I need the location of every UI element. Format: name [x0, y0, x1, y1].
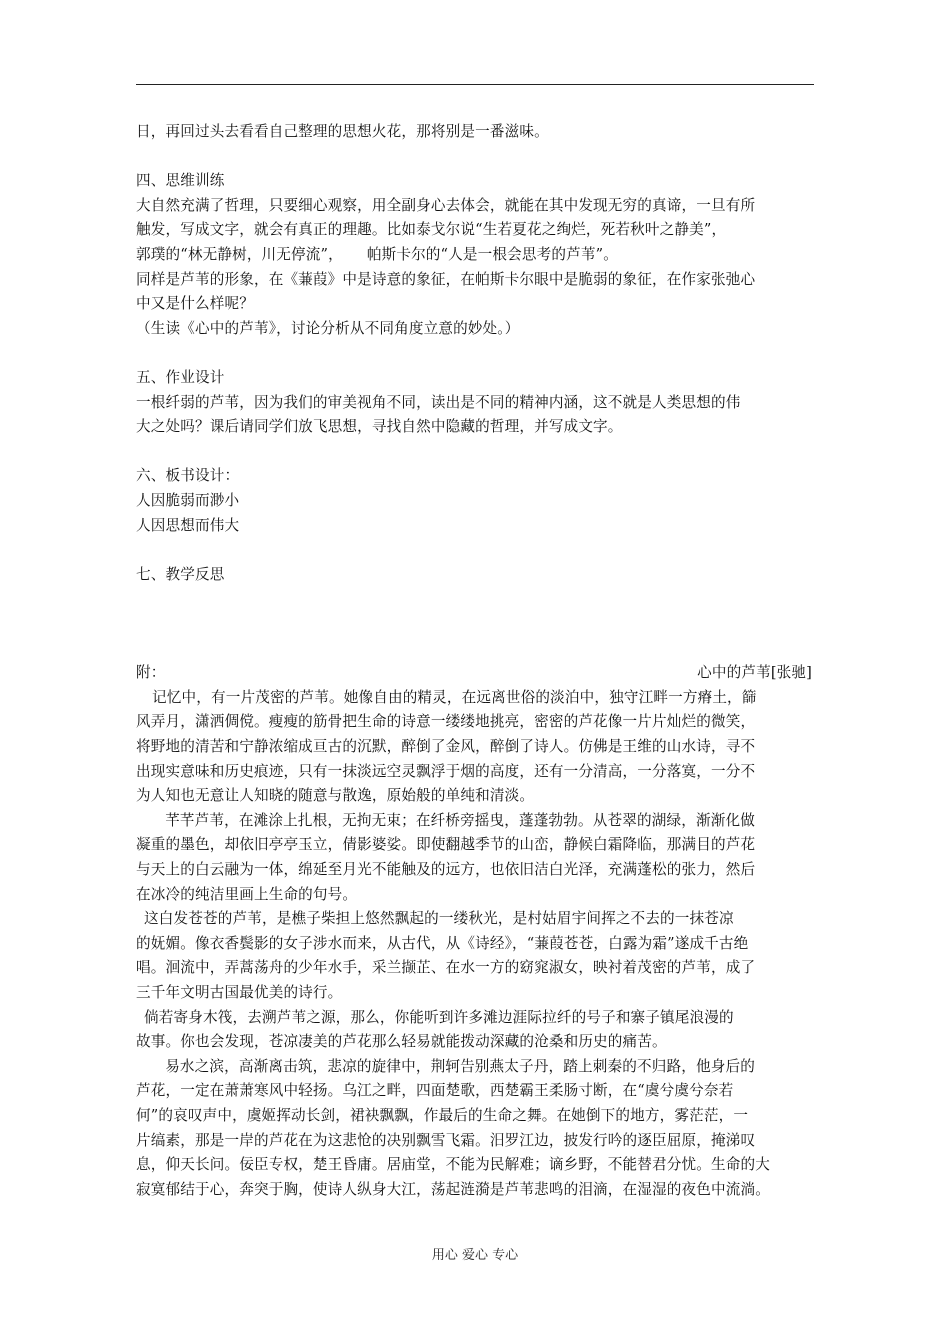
essay-line: 芊芊芦苇，在滩涂上扎根，无拘无束；在纤桥旁摇曳，蓬蓬勃勃。从苍翠的湖绿，渐渐化做	[165, 811, 755, 829]
page-footer: 用心 爱心 专心	[431, 1248, 519, 1263]
essay-line: 寂寞郁结于心，奔突于胸，使诗人纵身大江，荡起涟漪是芦苇悲鸣的泪滴，在湿湿的夜色中流淌。	[136, 1180, 770, 1198]
section-4-heading: 四、思维训练	[136, 172, 225, 190]
essay-line: 将野地的清苦和宁静浓缩成亘古的沉默，醉倒了金风，醉倒了诗人。仿佛是王维的山水诗，寻不	[136, 738, 756, 756]
section-4-line: 触发，写成文字，就会有真正的理趣。比如泰戈尔说“生若夏花之绚烂，死若秋叶之静美”，	[136, 221, 727, 239]
essay-line: 出现实意味和历史痕迹，只有一抹淡远空灵飘浮于烟的高度，还有一分清高，一分落寞，一分不	[136, 762, 756, 780]
header-rule	[136, 84, 814, 85]
essay-line: 片缟素，那是一岸的芦花在为这悲怆的决别飘雪飞霜。汨罗江边，披发行吟的逐臣屈原，掩涕叹	[136, 1131, 756, 1149]
essay-line: 唱。洄流中，弄蒿荡舟的少年水手，采兰撷芷、在水一方的窈窕淑女，映衬着茂密的芦苇，成了	[136, 959, 756, 977]
essay-line: 倘若寄身木筏，去溯芦苇之源，那么，你能听到许多滩边涯际拉纤的号子和寨子镇尾浪漫的	[144, 1008, 734, 1026]
section-4-line: （生读《心中的芦苇》，讨论分析从不同角度立意的妙处。）	[136, 319, 520, 337]
essay-line: 何”的哀叹声中，虞姬挥动长剑，裙袂飘飘，作最后的生命之舞。在她倒下的地方，雾茫茫，一	[136, 1106, 749, 1124]
document-body	[136, 120, 820, 1202]
section-6-heading: 六、板书设计：	[136, 467, 240, 485]
board-line: 人因思想而伟大	[136, 516, 240, 534]
section-4-line: 大自然充满了哲理，只要细心观察，用全副身心去体会，就能在其中发现无穷的真谛，一旦有所	[136, 196, 756, 214]
intro-line: 日，再回过头去看看自己整理的思想火花，那将别是一番滋味。	[136, 123, 549, 140]
essay-line: 易水之滨，高渐离击筑，悲凉的旋律中，荆轲告别燕太子丹，踏上刺秦的不归路，他身后的	[165, 1057, 755, 1075]
essay-line: 故事。你也会发现，苍凉凄美的芦花那么轻易就能拨动深藏的沧桑和历史的痛苦。	[136, 1033, 667, 1051]
essay-line: 芦花，一定在萧萧寒风中轻扬。乌江之畔，四面楚歌，西楚霸王柔肠寸断，在“虞兮虞兮奈若	[136, 1082, 734, 1100]
section-7-heading: 七、教学反思	[136, 565, 225, 583]
essay-line: 三千年文明古国最优美的诗行。	[136, 984, 343, 1001]
essay-line: 风弄月，潇洒倜傥。瘦瘦的筋骨把生命的诗意一缕缕地挑亮，密密的芦花像一片片灿烂的微笑，	[136, 713, 756, 731]
essay-line: 这白发苍苍的芦苇，是樵子柴担上悠然飘起的一缕秋光，是村姑眉宇间挥之不去的一抹苍凉	[144, 910, 734, 928]
section-4-line: 郭璞的“林无静树，川无停流”， 帕斯卡尔的“人是一根会思考的芦苇”。	[136, 245, 618, 263]
board-line: 人因脆弱而渺小	[136, 491, 240, 509]
appendix-header	[136, 661, 818, 686]
section-5-line: 一根纤弱的芦苇，因为我们的审美视角不同，读出是不同的精神内涵，这不就是人类思想的伟	[136, 393, 741, 411]
appendix-label: 附：	[136, 664, 166, 682]
essay-line: 与天上的白云融为一体，绵延至月光不能触及的远方，也依旧洁白光泽，充满蓬松的张力，然后	[136, 861, 756, 879]
section-4-line: 同样是芦苇的形象，在《蒹葭》中是诗意的象征，在帕斯卡尔眼中是脆弱的象征，在作家张弛心	[136, 270, 756, 288]
essay-line: 息，仰天长问。佞臣专权，楚王昏庸。居庙堂，不能为民解难；谪乡野，不能替君分忧。生命的大	[136, 1156, 770, 1174]
section-5-line: 大之处吗？课后请同学们放飞思想，寻找自然中隐藏的哲理，并写成文字。	[136, 418, 623, 436]
essay-line: 的妩媚。像衣香鬓影的女子涉水而来，从古代，从《诗经》，“蒹葭苍苍，白露为霜”遂成千古绝	[136, 934, 749, 952]
essay-line: 记忆中，有一片茂密的芦苇。她像自由的精灵，在远离世俗的淡泊中，独守江畔一方瘠土，篩	[152, 688, 757, 706]
section-4-line: 中又是什么样呢？	[136, 295, 254, 313]
essay-line: 在冰冷的纯洁里画上生命的句号。	[136, 885, 358, 903]
essay-line: 为人知也无意让人知晓的随意与散逸，原始般的单纯和清淡。	[136, 787, 535, 805]
section-5-heading: 五、作业设计	[136, 368, 225, 386]
essay-title: 心中的芦苇[张驰]	[697, 664, 812, 682]
essay-line: 凝重的墨色，却依旧亭亭玉立，倩影婆娑。即使翻越季节的山峦，静候白霜降临，那满目的芦花	[136, 836, 756, 854]
